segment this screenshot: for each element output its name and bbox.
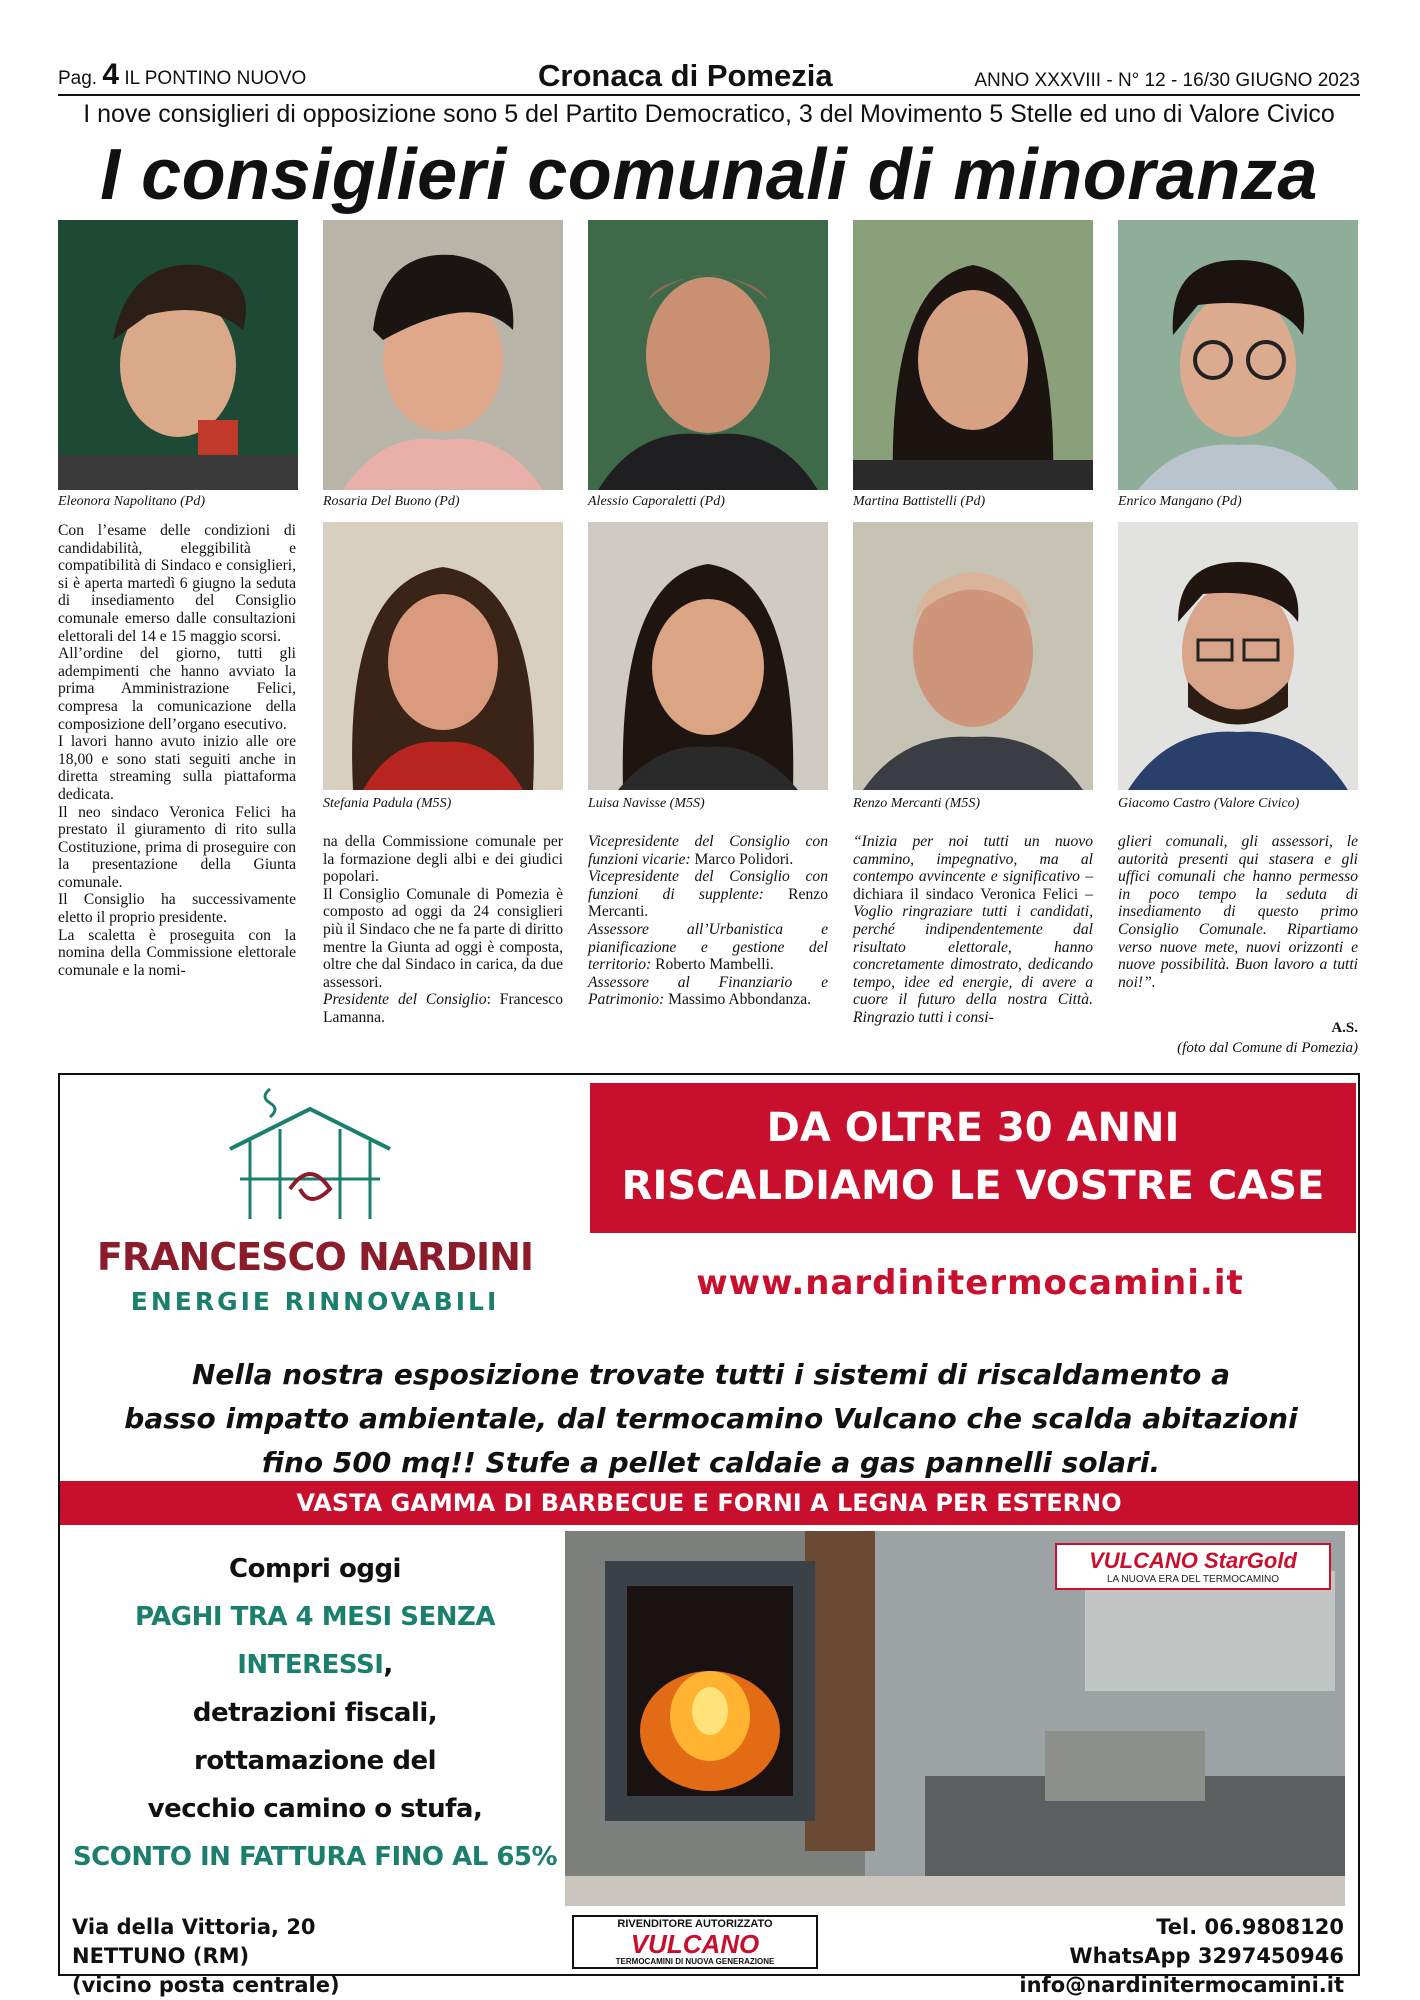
person: Roberto Mambelli.	[651, 956, 774, 974]
photo-mangano	[1118, 220, 1358, 490]
product-tagline: LA NUOVA ERA DEL TERMOCAMINO	[1106, 1574, 1280, 1585]
address-line: (vicino posta centrale)	[72, 1973, 340, 1997]
promo-line: Compri oggi	[229, 1554, 401, 1584]
role: Assessore all’Urbanistica e pianificazione e gestione del territorio:	[588, 920, 828, 974]
attribution: dichiara il sindaco Veronica Felici –	[853, 885, 1093, 903]
signature: A.S.	[1331, 1020, 1358, 1036]
paragraph	[588, 974, 828, 1009]
paragraph: I lavori hanno avuto inizio alle ore 18,00 e sono stati seguiti anche in diretta streaming sulla piattaforma dedicata.	[58, 733, 296, 803]
description-line: basso impatto ambientale, dal termocamino Vulcano che scalda abitazioni	[124, 1402, 1298, 1435]
advertisement	[58, 1073, 1360, 1997]
page-label: Pag.	[58, 68, 98, 89]
page-number: 4	[102, 58, 120, 91]
paper-name: IL PONTINO NUOVO	[124, 68, 307, 89]
promo-line: vecchio camino o stufa,	[147, 1794, 483, 1824]
description-line: Nella nostra esposizione trovate tutti i sistemi di riscaldamento a	[191, 1358, 1231, 1391]
brand-name: FRANCESCO NARDINI	[96, 1235, 534, 1279]
photo-delbuono	[323, 220, 563, 490]
product-logo	[1055, 1543, 1331, 1590]
phone[interactable]: Tel. 06.9808120	[1156, 1915, 1344, 1939]
article-col-2	[323, 833, 563, 1027]
fireplace-image	[565, 1531, 1345, 1906]
caption-mangano: Enrico Mangano (Pd)	[1118, 494, 1242, 509]
headline: I consiglieri comunali di minoranza	[100, 135, 1318, 215]
description-line: fino 500 mq!! Stufe a pellet caldaie a gas pannelli solari.	[261, 1446, 1161, 1479]
promo-line: SCONTO IN FATTURA FINO AL 65%	[72, 1842, 558, 1872]
contact-block	[1019, 1913, 1344, 2000]
role: Vicepresidente del Consiglio con funzioni vicarie:	[588, 833, 828, 868]
article-col-5	[1118, 833, 1358, 991]
person: Marco Polidori.	[690, 850, 794, 868]
promo-text	[70, 1545, 560, 1881]
paragraph: La scaletta è proseguita con la nomina della Commissione elettorale comunale e la nomi-	[58, 926, 296, 979]
photo-napolitano	[58, 220, 298, 490]
caption-mercanti: Renzo Mercanti (M5S)	[853, 796, 980, 811]
paragraph	[588, 833, 828, 868]
address-line: Via della Vittoria, 20	[72, 1915, 316, 1939]
promo-highlight: PAGHI TRA 4 MESI SENZA INTERESSI	[135, 1602, 495, 1680]
brand-tagline: ENERGIE RINNOVABILI	[130, 1287, 500, 1316]
kicker: I nove consiglieri di opposizione sono 5 del Partito Democratico, 3 del Movimento 5 Stelle ed uno di Valore Civico	[83, 100, 1335, 128]
article-col-1	[58, 522, 296, 979]
dealer-top: RIVENDITORE AUTORIZZATO	[617, 1918, 773, 1930]
article-col-4	[853, 833, 1093, 1027]
person: Renzo Mercanti.	[588, 885, 828, 921]
caption-napolitano: Eleonora Napolitano (Pd)	[58, 494, 205, 509]
caption-caporaletti: Alessio Caporaletti (Pd)	[588, 494, 725, 509]
photo-battistelli	[853, 220, 1093, 490]
photo-navisse	[588, 522, 828, 790]
product-name: VULCANO StarGold	[1089, 1548, 1297, 1573]
quote: “Inizia per noi tutti un nuovo cammino, impegnativo, ma al contempo avvincente e significativo –	[853, 833, 1093, 886]
paragraph	[853, 833, 1093, 1027]
banner-line-1: DA OLTRE 30 ANNI	[766, 1105, 1180, 1151]
caption-battistelli: Martina Battistelli (Pd)	[853, 494, 986, 509]
dealer-brand: VULCANO	[630, 1929, 760, 1959]
person: Massimo Abbondanza.	[664, 991, 812, 1009]
role: Assessore al Finanziario e Patrimonio:	[588, 973, 828, 1009]
section-title: Cronaca di Pomezia	[538, 58, 833, 93]
email[interactable]: info@nardinitermocamini.it	[1019, 1973, 1344, 1997]
website-link[interactable]: www.nardinitermocamini.it	[696, 1263, 1244, 1303]
dealer-bottom: TERMOCAMINI DI NUOVA GENERAZIONE	[615, 1957, 775, 1966]
whatsapp[interactable]: WhatsApp 3297450946	[1069, 1944, 1344, 1968]
caption-padula: Stefania Padula (M5S)	[323, 796, 452, 811]
issue-info: ANNO XXXVIII - N° 12 - 16/30 GIUGNO 2023	[974, 70, 1360, 91]
promo-comma: ,	[383, 1650, 393, 1680]
banner-line-2: RISCALDIAMO LE VOSTRE CASE	[621, 1163, 1325, 1209]
article-col-3	[588, 833, 828, 1009]
photo-caporaletti	[588, 220, 828, 490]
photo-padula	[323, 522, 563, 790]
ad-banner	[590, 1083, 1356, 1233]
paragraph	[588, 921, 828, 974]
photo-mercanti	[853, 522, 1093, 790]
photo-castro	[1118, 522, 1358, 790]
paragraph	[588, 868, 828, 921]
caption-delbuono: Rosaria Del Buono (Pd)	[323, 494, 460, 509]
quote: Voglio ringraziare tutti i candidati, perché indipendentemente dal risultato elettorale, hanno concretamente dimostrato, dedicando tempo, idee ed energie, di avere a cuore il futuro della nostra Città. Ringrazio tutti i consi-	[853, 903, 1093, 1026]
promo-line: detrazioni fiscali,	[192, 1698, 438, 1728]
promo-line	[70, 1593, 560, 1689]
paragraph: Il Consiglio Comunale di Pomezia è composto ad oggi da 24 consiglieri più il Sindaco che ne fa parte di diritto mentre la Giunta ad oggi è composta, oltre che dal Sindaco in carica, da due assessori.	[323, 885, 563, 991]
caption-castro: Giacomo Castro (Valore Civico)	[1118, 796, 1300, 811]
paragraph: All’ordine del giorno, tutti gli adempimenti che hanno avviato la prima Amministrazione Felici, compresa la comunicazione della composizione dell’organo esecutivo.	[58, 645, 296, 733]
paragraph	[323, 991, 563, 1026]
house-logo	[210, 1079, 410, 1229]
person: : Francesco Lamanna.	[323, 991, 564, 1026]
role: Vicepresidente del Consiglio con funzioni di supplente:	[588, 868, 828, 903]
address-line: NETTUNO (RM)	[72, 1944, 250, 1968]
photo-credit: (foto dal Comune di Pomezia)	[1177, 1040, 1358, 1056]
paragraph: na della Commissione comunale per la formazione degli albi e dei giudici popolari.	[323, 833, 563, 886]
dealer-badge	[572, 1915, 818, 1969]
address-block	[72, 1913, 340, 2000]
paragraph: Il Consiglio ha successivamente eletto il proprio presidente.	[58, 891, 296, 927]
ad-band: VASTA GAMMA DI BARBECUE E FORNI A LEGNA PER ESTERNO	[60, 1481, 1358, 1525]
page-info	[58, 58, 306, 92]
ad-description	[80, 1353, 1342, 1485]
caption-navisse: Luisa Navisse (M5S)	[588, 796, 705, 811]
paragraph: Con l’esame delle condizioni di candidabilità, eleggibilità e compatibilità di Sindaco e consiglieri, si è aperta martedì 6 giugno la seduta di insediamento del Consiglio comunale emerso dalle consultazioni elettorali del 14 e 15 maggio scorsi.	[58, 522, 296, 645]
page-header	[58, 58, 1360, 96]
promo-line: rottamazione del	[194, 1746, 436, 1776]
role: Presidente del Consiglio	[323, 991, 487, 1009]
paragraph: Il neo sindaco Veronica Felici ha prestato il giuramento di rito sulla Costituzione, prima di proseguire con la presentazione della Giunta comunale.	[58, 803, 296, 891]
paragraph: glieri comunali, gli assessori, le autorità presenti qui stasera e gli uffici comunali che hanno permesso in poco tempo la seduta di insediamento di questo primo Consiglio Comunale. Ripartiamo verso nuove mete, nuovi orizzonti e nuove possibilità. Buon lavoro a tutti noi!”.	[1118, 833, 1358, 991]
